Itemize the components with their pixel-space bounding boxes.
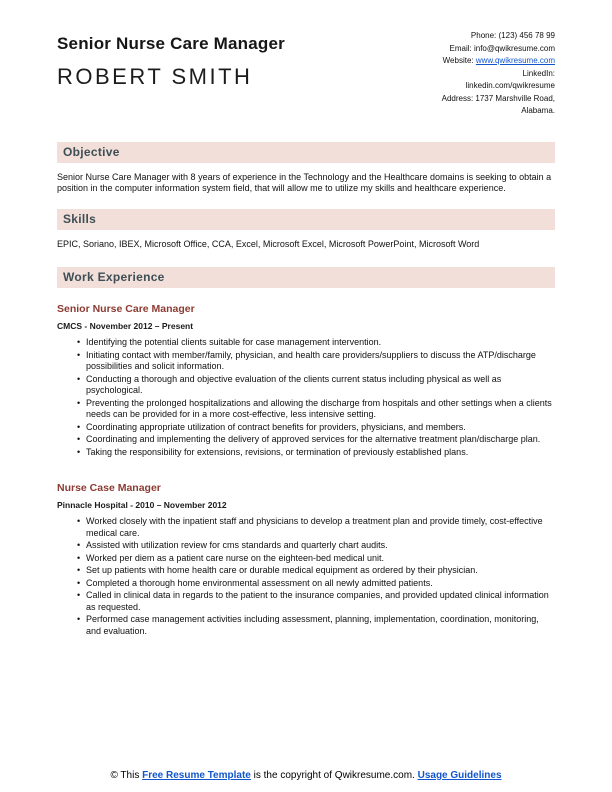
contact-email: Email: info@qwikresume.com [449,43,555,53]
free-resume-template-link[interactable]: Free Resume Template [142,770,251,781]
job-bullet-list [57,337,555,458]
job-company-dates [57,321,555,331]
bullet-item: • Initiating contact with member/family, physician, and health care providers/suppliers to discuss the ATP/discharge possibilities and solicit information. [77,350,555,373]
job-company: CMCS [57,321,83,331]
website-link[interactable]: www.qwikresume.com [475,56,555,65]
bullet-item: • Coordinating and implementing the delivery of approved services for the alternative treatment plan/discharge plan. [77,434,555,446]
header [57,30,555,118]
bullet-item: • Worked per diem as a patient care nurse on the eighteen-bed medical unit. [77,553,555,565]
job-company: Pinnacle Hospital [57,500,128,510]
bullet-item: • Conducting a thorough and objective evaluation of the clients current status including physical as well as psychological. [77,374,555,397]
contact-website [442,55,555,68]
job-bullet-list [57,516,555,637]
copyright-middle: is the copyright of Qwikresume.com. [250,770,418,781]
contact-linkedin-url: linkedin.com/qwikresume [465,81,555,90]
contact-block [442,30,555,118]
skills-heading: Skills [63,211,97,226]
objective-text: Senior Nurse Care Manager with 8 years of experience in the Technology and the Healthcare domains is seeking to obtain a position in the computer information system field, that will allow me to utilize my skills and healthcare experience. [57,171,552,193]
usage-guidelines-link[interactable]: Usage Guidelines [417,770,502,781]
skills-section-bar [57,209,555,230]
job-entry-1 [57,303,555,458]
work-experience-heading: Work Experience [63,270,165,284]
job-entry-2 [57,482,555,637]
header-identity [57,30,285,118]
contact-address: Address: 1737 Marshville Road, [441,93,555,103]
job-company-dates [57,500,555,510]
job-title: Nurse Case Manager [57,482,161,494]
job-dates: - November 2012 – Present [84,321,194,331]
contact-address-2: Alabama. [521,106,555,115]
resume-role-title: Senior Nurse Care Manager [57,34,285,53]
bullet-item: • Coordinating appropriate utilization of contract benefits for providers, physicians, and members. [77,422,555,434]
footer [0,769,612,783]
copyright-prefix: © This [110,770,143,781]
bullet-item: • Set up patients with home health care or durable medical equipment as ordered by their physician. [77,565,555,577]
bullet-item: • Identifying the potential clients suitable for case management intervention. [77,337,555,349]
bullet-item: • Worked closely with the inpatient staff and physicians to develop a treatment plan and provide timely, cost-effective medical care. [77,516,555,539]
person-name: ROBERT SMITH [57,64,253,89]
copyright-text [91,769,521,783]
contact-phone: Phone: (123) 456 78 99 [470,31,555,40]
job-title: Senior Nurse Care Manager [57,303,195,315]
bullet-item: • Performed case management activities including assessment, planning, implementation, coordination, monitoring, and evaluation. [77,614,555,637]
bullet-item: • Taking the responsibility for extensions, revisions, or termination of previously established plans. [77,447,555,459]
job-dates: - 2010 – November 2012 [130,500,227,510]
bullet-item: • Assisted with utilization review for cms standards and quarterly chart audits. [77,540,555,552]
bullet-item: • Preventing the prolonged hospitalizations and allowing the discharge from hospitals and other settings when a clients needs can be provided for in a more cost-effective, less intensive setting. [77,398,555,421]
bullet-item: • Called in clinical data in regards to the patient to the insurance companies, and provided updated clinical information as requested. [77,590,555,613]
objective-section-bar [57,142,555,163]
work-experience-section-bar [57,267,555,288]
objective-heading: Objective [63,144,120,159]
bullet-item: • Completed a thorough home environmental assessment on all newly admitted patients. [77,578,555,590]
skills-text: EPIC, Soriano, IBEX, Microsoft Office, CCA, Excel, Microsoft Excel, Microsoft PowerPoint, Microsoft Word [57,238,480,249]
website-label: Website: [442,56,474,65]
contact-linkedin-label: LinkedIn: [522,68,555,78]
